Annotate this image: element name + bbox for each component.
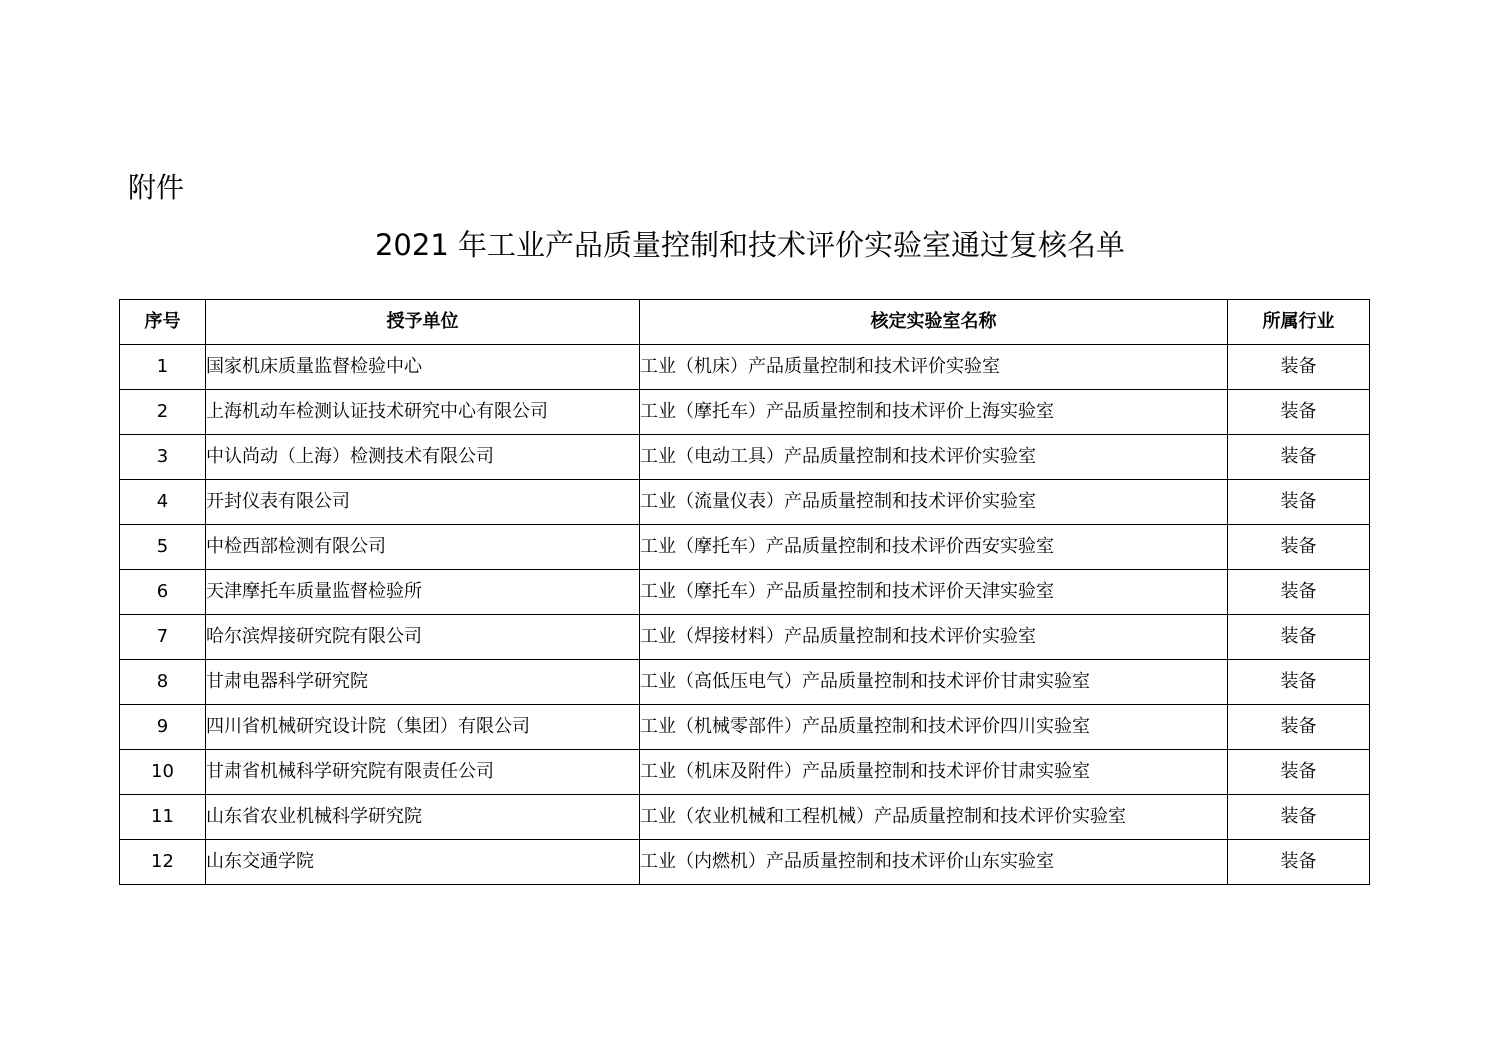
cell-industry: 装备 [1228,660,1370,705]
cell-lab-name: 工业（高低压电气）产品质量控制和技术评价甘肃实验室 [640,660,1228,705]
cell-granting-unit: 中检西部检测有限公司 [206,525,640,570]
table-row [120,480,1370,525]
cell-lab-name: 工业（机床）产品质量控制和技术评价实验室 [640,345,1228,390]
cell-lab-name: 工业（机械零部件）产品质量控制和技术评价四川实验室 [640,705,1228,750]
cell-granting-unit: 哈尔滨焊接研究院有限公司 [206,615,640,660]
table-header-row [120,300,1370,345]
table-row [120,525,1370,570]
cell-lab-name: 工业（摩托车）产品质量控制和技术评价西安实验室 [640,525,1228,570]
cell-serial-number: 2 [120,390,206,435]
cell-industry: 装备 [1228,390,1370,435]
cell-industry: 装备 [1228,525,1370,570]
cell-lab-name: 工业（焊接材料）产品质量控制和技术评价实验室 [640,615,1228,660]
table-row [120,390,1370,435]
cell-granting-unit: 国家机床质量监督检验中心 [206,345,640,390]
cell-serial-number: 8 [120,660,206,705]
cell-industry: 装备 [1228,750,1370,795]
cell-granting-unit: 中认尚动（上海）检测技术有限公司 [206,435,640,480]
cell-serial-number: 5 [120,525,206,570]
cell-industry: 装备 [1228,435,1370,480]
table-row [120,570,1370,615]
cell-industry: 装备 [1228,345,1370,390]
cell-serial-number: 3 [120,435,206,480]
cell-lab-name: 工业（内燃机）产品质量控制和技术评价山东实验室 [640,840,1228,885]
cell-lab-name: 工业（机床及附件）产品质量控制和技术评价甘肃实验室 [640,750,1228,795]
cell-serial-number: 12 [120,840,206,885]
cell-granting-unit: 山东交通学院 [206,840,640,885]
attachment-label: 附件 [128,171,185,204]
cell-industry: 装备 [1228,570,1370,615]
cell-industry: 装备 [1228,480,1370,525]
table-row [120,840,1370,885]
cell-granting-unit: 山东省农业机械科学研究院 [206,795,640,840]
cell-granting-unit: 开封仪表有限公司 [206,480,640,525]
header-granting-unit: 授予单位 [206,300,640,345]
cell-lab-name: 工业（电动工具）产品质量控制和技术评价实验室 [640,435,1228,480]
cell-lab-name: 工业（农业机械和工程机械）产品质量控制和技术评价实验室 [640,795,1228,840]
cell-granting-unit: 四川省机械研究设计院（集团）有限公司 [206,705,640,750]
cell-serial-number: 4 [120,480,206,525]
cell-industry: 装备 [1228,840,1370,885]
table-row [120,615,1370,660]
cell-serial-number: 7 [120,615,206,660]
table-row [120,795,1370,840]
table-row [120,660,1370,705]
header-industry: 所属行业 [1228,300,1370,345]
cell-serial-number: 6 [120,570,206,615]
cell-serial-number: 11 [120,795,206,840]
cell-granting-unit: 上海机动车检测认证技术研究中心有限公司 [206,390,640,435]
cell-granting-unit: 甘肃电器科学研究院 [206,660,640,705]
document-title: 2021 年工业产品质量控制和技术评价实验室通过复核名单 [374,228,1126,262]
cell-granting-unit: 天津摩托车质量监督检验所 [206,570,640,615]
cell-serial-number: 10 [120,750,206,795]
cell-serial-number: 9 [120,705,206,750]
approved-labs-table [119,299,1370,885]
cell-industry: 装备 [1228,615,1370,660]
table-row [120,705,1370,750]
cell-lab-name: 工业（流量仪表）产品质量控制和技术评价实验室 [640,480,1228,525]
table-row [120,345,1370,390]
cell-granting-unit: 甘肃省机械科学研究院有限责任公司 [206,750,640,795]
cell-lab-name: 工业（摩托车）产品质量控制和技术评价天津实验室 [640,570,1228,615]
header-serial-number: 序号 [120,300,206,345]
cell-industry: 装备 [1228,705,1370,750]
cell-lab-name: 工业（摩托车）产品质量控制和技术评价上海实验室 [640,390,1228,435]
cell-serial-number: 1 [120,345,206,390]
header-lab-name: 核定实验室名称 [640,300,1228,345]
table-row [120,750,1370,795]
cell-industry: 装备 [1228,795,1370,840]
table-row [120,435,1370,480]
